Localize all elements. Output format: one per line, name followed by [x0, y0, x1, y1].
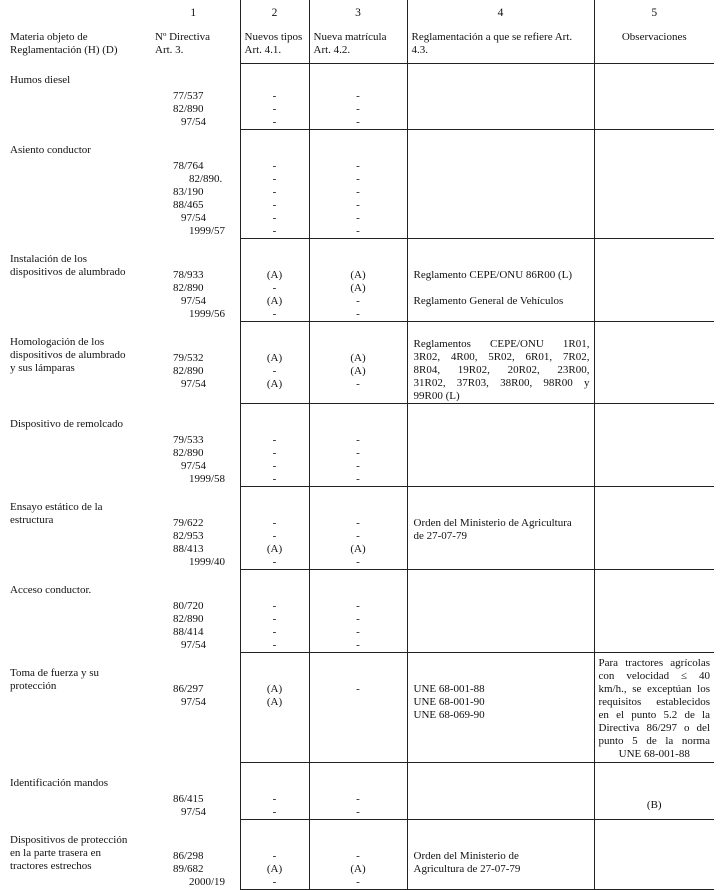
materia-text: estructura [10, 513, 54, 526]
observaciones-text: km/h., se exceptúan los [598, 683, 710, 695]
nuevos-tipos-value: (A) [266, 863, 283, 875]
nuevos-tipos-value: - [272, 103, 277, 115]
nueva-matricula-value: (A) [350, 365, 366, 377]
directiva-number: 89/682 [173, 862, 204, 875]
nueva-matricula-value: - [356, 639, 360, 651]
nueva-matricula-value: (A) [350, 269, 366, 281]
header-reglamentacion: Reglamentación a que se refiere Art. 4.3. [407, 31, 594, 64]
reglamentacion-cell [407, 653, 594, 763]
reglamentacion-text: Orden del Ministerio de [413, 850, 519, 862]
observaciones-text: (B) [646, 799, 662, 811]
directiva-cell [147, 404, 240, 487]
materia-text: dispositivos de alumbrado [10, 265, 126, 278]
nuevos-tipos-value: - [272, 806, 277, 818]
directiva-number: 1999/57 [189, 224, 226, 237]
nuevos-tipos-value: - [272, 876, 277, 888]
materia-text: y sus lámparas [10, 361, 75, 374]
reglamentacion-text: Reglamentos CEPE/ONU 1R01, [413, 338, 590, 350]
nuevos-tipos-value: - [272, 793, 277, 805]
materia-cell [6, 322, 147, 404]
directiva-cell [147, 487, 240, 570]
nueva-matricula-value: - [356, 530, 360, 542]
observaciones-cell [594, 130, 714, 239]
materia-cell [6, 653, 147, 763]
column-number-row [6, 0, 714, 31]
reglamentacion-cell [407, 487, 594, 570]
materia-cell [6, 239, 147, 322]
nueva-matricula-value: - [356, 517, 360, 529]
directiva-cell [147, 322, 240, 404]
nuevos-tipos-value: - [272, 639, 277, 651]
reglamentacion-cell [407, 239, 594, 322]
nuevos-tipos-cell [240, 653, 309, 763]
table-row [6, 487, 714, 570]
directiva-number: 97/54 [181, 377, 207, 390]
nueva-matricula-cell [309, 820, 407, 890]
reglamentacion-cell [407, 64, 594, 130]
directiva-number: 78/933 [173, 268, 204, 281]
reglamentacion-text: 99R00 (L) [413, 390, 460, 402]
observaciones-text: UNE 68-001-88 [618, 748, 690, 760]
observaciones-cell [594, 820, 714, 890]
header-row [6, 31, 714, 64]
reglamentacion-cell [407, 763, 594, 820]
observaciones-text: requisitos establecidos [598, 696, 710, 708]
nuevos-tipos-value: - [272, 434, 277, 446]
materia-cell [6, 487, 147, 570]
nueva-matricula-cell [309, 487, 407, 570]
nuevos-tipos-value: - [272, 212, 277, 224]
nuevos-tipos-value: - [272, 530, 277, 542]
materia-text: Identificación mandos [10, 776, 109, 789]
observaciones-cell [594, 487, 714, 570]
nueva-matricula-cell [309, 763, 407, 820]
materia-cell [6, 570, 147, 653]
nuevos-tipos-value: (A) [266, 352, 283, 364]
directiva-number: 79/532 [173, 351, 204, 364]
nueva-matricula-cell [309, 130, 407, 239]
nuevos-tipos-value: (A) [266, 683, 283, 695]
directiva-number: 97/54 [181, 695, 207, 708]
nuevos-tipos-value: - [272, 282, 277, 294]
header-nuevos-tipos: Nuevos tipos Art. 4.1. [240, 31, 309, 64]
reglamentacion-text [414, 282, 590, 295]
reglamentacion-cell [407, 404, 594, 487]
observaciones-text: Directiva 86/297 o del [598, 722, 710, 734]
nuevos-tipos-value: - [272, 186, 277, 198]
observaciones-text: en el punto 5.2 de la [598, 709, 710, 721]
observaciones-cell [594, 322, 714, 404]
directiva-number: 97/54 [181, 638, 207, 651]
nuevos-tipos-value: - [272, 473, 277, 485]
nuevos-tipos-value: - [272, 173, 277, 185]
directiva-number: 82/953 [173, 529, 204, 542]
table-row [6, 570, 714, 653]
nueva-matricula-cell [309, 570, 407, 653]
materia-text: tractores estrechos [10, 859, 92, 872]
nuevos-tipos-cell [240, 487, 309, 570]
header-nueva-matricula: Nueva matrícula Art. 4.2. [309, 31, 407, 64]
nuevos-tipos-value: - [272, 556, 277, 568]
directiva-cell [147, 763, 240, 820]
nueva-matricula-value: - [356, 850, 360, 862]
table-row [6, 653, 714, 763]
materia-text: Acceso conductor. [10, 583, 92, 596]
reglamentacion-cell [407, 570, 594, 653]
nueva-matricula-value: - [356, 295, 360, 307]
nuevos-tipos-value: - [272, 116, 277, 128]
reglamentacion-text: Agricultura de 27-07-79 [413, 863, 521, 875]
reglamentacion-text: UNE 68-001-90 [413, 696, 485, 708]
column-number-5: 5 [594, 0, 714, 31]
nueva-matricula-cell [309, 239, 407, 322]
observaciones-text: con velocidad ≤ 40 [598, 670, 710, 682]
observaciones-text: punto 5 de la norma [598, 735, 710, 747]
nueva-matricula-value: - [356, 160, 360, 172]
directiva-number: 88/414 [173, 625, 204, 638]
nueva-matricula-value: - [356, 600, 360, 612]
reglamentacion-text: 8R04, 19R02, 20R02, 23R00, [413, 364, 590, 376]
reglamentacion-text: UNE 68-069-90 [413, 709, 485, 721]
materia-text: Dispositivo de remolcado [10, 417, 124, 430]
materia-cell [6, 130, 147, 239]
nuevos-tipos-cell [240, 763, 309, 820]
reglamentacion-text: 31R02, 37R03, 38R00, 98R00 y [413, 377, 590, 389]
directiva-number: 79/622 [173, 516, 204, 529]
materia-cell [6, 763, 147, 820]
nueva-matricula-value: - [356, 876, 360, 888]
nuevos-tipos-value: - [272, 600, 277, 612]
directiva-cell [147, 130, 240, 239]
nueva-matricula-value: - [356, 186, 360, 198]
nueva-matricula-value: (A) [350, 352, 366, 364]
nueva-matricula-value: - [356, 116, 360, 128]
observaciones-cell [594, 64, 714, 130]
nueva-matricula-value: - [356, 556, 360, 568]
directiva-number: 1999/56 [189, 307, 226, 320]
directiva-number: 77/537 [173, 89, 204, 102]
directiva-number: 78/764 [173, 159, 204, 172]
nueva-matricula-value: - [356, 212, 360, 224]
nueva-matricula-value: - [356, 378, 360, 390]
directiva-number: 86/298 [173, 849, 204, 862]
directiva-cell [147, 653, 240, 763]
reglamentacion-cell [407, 322, 594, 404]
directiva-number: 97/54 [181, 294, 207, 307]
observaciones-cell [594, 239, 714, 322]
directiva-number: 82/890. [189, 172, 223, 185]
directiva-number: 79/533 [173, 433, 204, 446]
materia-text: Instalación de los [10, 252, 87, 265]
nueva-matricula-value: - [356, 793, 360, 805]
nueva-matricula-value: - [356, 434, 360, 446]
nueva-matricula-value: - [356, 460, 360, 472]
materia-text: Humos diesel [10, 73, 71, 86]
directiva-cell [147, 64, 240, 130]
materia-text: en la parte trasera en [10, 846, 101, 859]
directiva-number: 97/54 [181, 211, 207, 224]
reglamentacion-text: UNE 68-001-88 [413, 683, 485, 695]
nuevos-tipos-cell [240, 130, 309, 239]
table-row [6, 130, 714, 239]
directiva-number: 86/297 [173, 682, 204, 695]
observaciones-cell [594, 404, 714, 487]
nueva-matricula-cell [309, 322, 407, 404]
reglamentacion-cell [407, 820, 594, 890]
nueva-matricula-cell [309, 64, 407, 130]
regulation-table [6, 0, 714, 890]
header-observaciones: Observaciones [594, 31, 714, 64]
observaciones-cell [594, 653, 714, 763]
directiva-number: 1999/58 [189, 472, 226, 485]
nueva-matricula-value: - [356, 173, 360, 185]
nuevos-tipos-value: - [272, 199, 277, 211]
reglamentacion-text: de 27-07-79 [413, 530, 467, 542]
directiva-number: 82/890 [173, 102, 204, 115]
nuevos-tipos-cell [240, 239, 309, 322]
nuevos-tipos-cell [240, 404, 309, 487]
column-number-4: 4 [407, 0, 594, 31]
directiva-cell [147, 239, 240, 322]
nueva-matricula-value: - [356, 447, 360, 459]
table-row [6, 404, 714, 487]
directiva-number: 88/413 [173, 542, 204, 555]
nueva-matricula-value: (A) [350, 543, 366, 555]
nuevos-tipos-value: - [272, 160, 277, 172]
materia-text: Dispositivos de protección [10, 833, 128, 846]
reglamentacion-text: Reglamento CEPE/ONU 86R00 (L) [413, 269, 573, 281]
nueva-matricula-value: - [356, 199, 360, 211]
nueva-matricula-value: - [356, 103, 360, 115]
reglamentacion-cell [407, 130, 594, 239]
directiva-number: 97/54 [181, 805, 207, 818]
directiva-cell [147, 570, 240, 653]
nuevos-tipos-value: - [272, 447, 277, 459]
directiva-number: 2000/19 [189, 875, 226, 888]
column-number-3: 3 [309, 0, 407, 31]
directiva-number: 97/54 [181, 115, 207, 128]
directiva-cell [147, 820, 240, 890]
table-row [6, 763, 714, 820]
nuevos-tipos-value: - [272, 517, 277, 529]
column-number-2: 2 [240, 0, 309, 31]
directiva-number: 1999/40 [189, 555, 226, 568]
nueva-matricula-value: - [356, 308, 360, 320]
materia-text: dispositivos de alumbrado [10, 348, 126, 361]
nueva-matricula-value: - [356, 90, 360, 102]
nuevos-tipos-value: (A) [266, 295, 283, 307]
directiva-number: 80/720 [173, 599, 204, 612]
directiva-number: 82/890 [173, 364, 204, 377]
nueva-matricula-cell [309, 404, 407, 487]
nuevos-tipos-cell [240, 64, 309, 130]
directiva-number: 86/415 [173, 792, 204, 805]
nuevos-tipos-value: - [272, 365, 277, 377]
table-row [6, 820, 714, 890]
nuevos-tipos-value: (A) [266, 543, 283, 555]
reglamentacion-text: 3R02, 4R00, 5R02, 6R01, 7R02, [413, 351, 590, 363]
nuevos-tipos-value: (A) [266, 696, 283, 708]
directiva-number: 97/54 [181, 459, 207, 472]
observaciones-text: Para tractores agrícolas [598, 657, 710, 669]
materia-text: Ensayo estático de la [10, 500, 103, 513]
nueva-matricula-cell [309, 653, 407, 763]
nueva-matricula-value: (A) [350, 863, 366, 875]
nuevos-tipos-value: - [272, 90, 277, 102]
nueva-matricula-value: - [356, 613, 360, 625]
observaciones-cell [594, 763, 714, 820]
nuevos-tipos-value: - [272, 308, 277, 320]
nuevos-tipos-cell [240, 570, 309, 653]
reglamentacion-text: Orden del Ministerio de Agricultura [413, 517, 572, 529]
column-number-1: 1 [190, 7, 197, 19]
nueva-matricula-value: - [356, 626, 360, 638]
nuevos-tipos-value: - [272, 850, 277, 862]
nuevos-tipos-value: (A) [266, 378, 283, 390]
reglamentacion-text: Reglamento General de Vehículos [413, 295, 564, 307]
materia-text: Toma de fuerza y su [10, 666, 100, 679]
nuevos-tipos-value: - [272, 460, 277, 472]
nueva-matricula-value: - [356, 683, 360, 695]
header-directiva: Nº Directiva Art. 3. [155, 31, 211, 56]
nuevos-tipos-value: - [272, 225, 277, 237]
nueva-matricula-value: (A) [350, 282, 366, 294]
table-row [6, 64, 714, 130]
nueva-matricula-value: - [356, 806, 360, 818]
materia-text: Asiento conductor [10, 143, 91, 156]
regulation-table-document [6, 0, 714, 890]
observaciones-cell [594, 570, 714, 653]
directiva-number: 82/890 [173, 612, 204, 625]
directiva-number: 82/890 [173, 446, 204, 459]
nuevos-tipos-value: - [272, 613, 277, 625]
materia-text: protección [10, 679, 57, 692]
directiva-number: 82/890 [173, 281, 204, 294]
materia-cell [6, 404, 147, 487]
nueva-matricula-value: - [356, 473, 360, 485]
directiva-number: 83/190 [173, 185, 204, 198]
nuevos-tipos-value: (A) [266, 269, 283, 281]
table-row [6, 322, 714, 404]
nuevos-tipos-value: - [272, 626, 277, 638]
table-row [6, 239, 714, 322]
nuevos-tipos-cell [240, 820, 309, 890]
materia-text: Homologación de los [10, 335, 105, 348]
materia-cell [6, 64, 147, 130]
materia-cell [6, 820, 147, 890]
header-materia: Materia objeto de Reglamentación (H) (D) [10, 31, 118, 56]
nuevos-tipos-cell [240, 322, 309, 404]
nueva-matricula-value: - [356, 225, 360, 237]
directiva-number: 88/465 [173, 198, 204, 211]
